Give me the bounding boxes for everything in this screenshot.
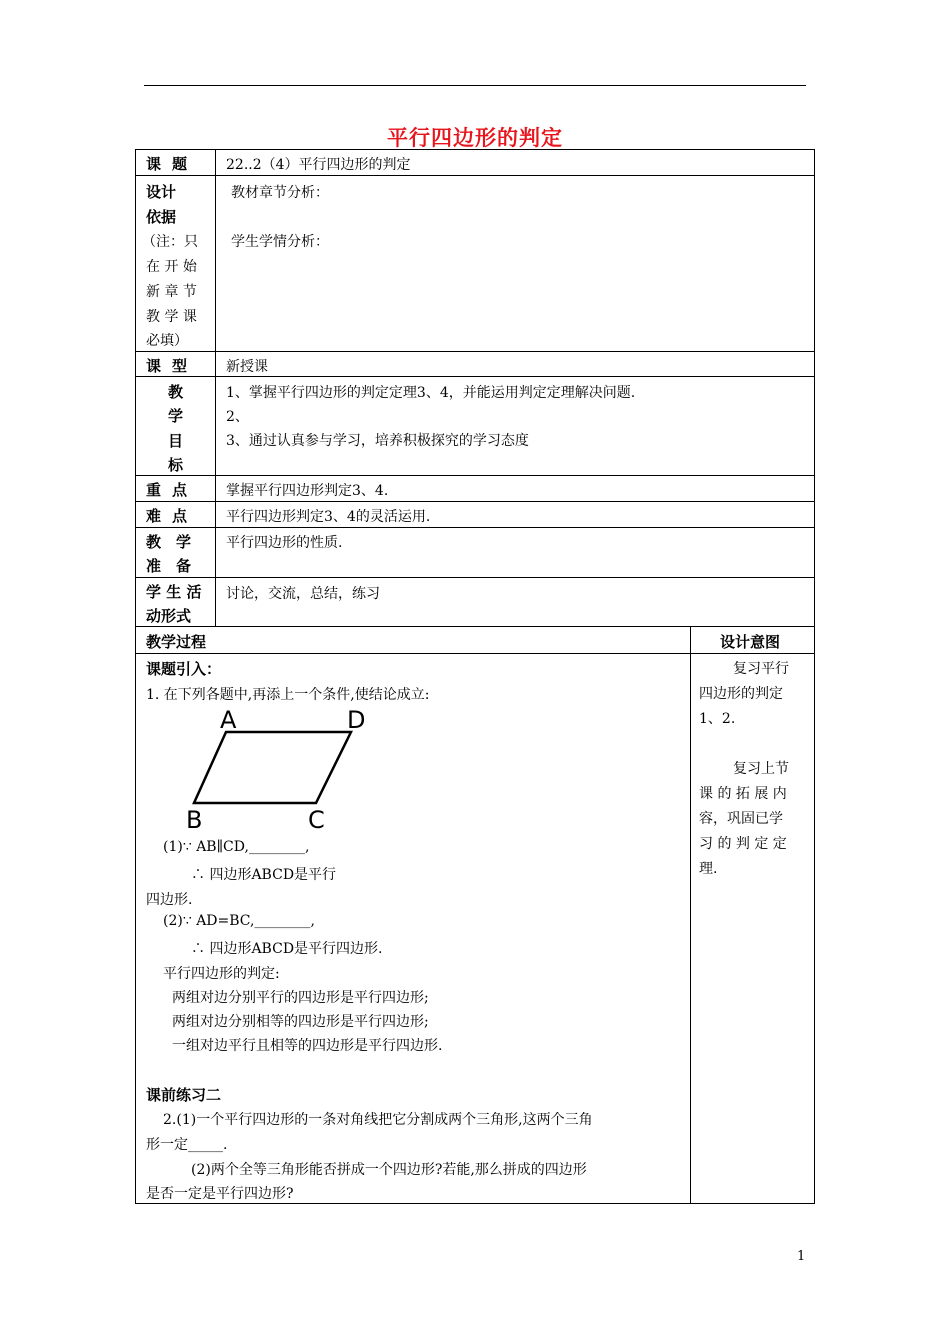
goals-label-4: 标 [168,456,184,474]
vertex-d: D [347,706,366,734]
case-1-conclusion: ∴ 四边形ABCD是平行 [191,867,337,883]
activity-label-2: 动形式 [146,607,192,625]
question-2-line2: 形一定_____. [146,1137,228,1153]
page-title: 平行四边形的判定 [387,126,563,150]
vertex-a: A [220,706,237,734]
case-2-conclusion: ∴ 四边形ABCD是平行四边形. [191,941,383,957]
row-basis [135,176,815,352]
intro-heading: 课题引入： [146,660,222,678]
goals-label-1: 教 [168,383,184,401]
basis-textbook: 教材章节分析： [231,185,329,201]
key-value: 掌握平行四边形判定3、4. [226,483,389,499]
basis-label-3: （注：只 [142,234,198,250]
difficulty-value: 平行四边形判定3、4的灵活运用. [226,509,431,525]
case-1-conclusion-cont: 四边形. [146,892,193,908]
goal-2: 2、 [226,409,249,425]
row-process-header [135,627,815,654]
goals-label-2: 学 [168,407,184,425]
parallelogram-shape [194,732,351,803]
difficulty-label-b: 点 [172,507,188,525]
activity-label-1: 学 生 活 [146,583,202,601]
prep-label-1: 教 学 [146,533,192,551]
row-key [135,476,815,502]
key-label-b: 点 [172,481,188,499]
basis-label-7: 必填） [146,333,188,349]
intent-2: 四边形的判定 [699,686,783,702]
case-1-given: (1)∵ AB∥CD,________, [163,839,310,855]
intent-header: 设计意图 [720,633,781,651]
intent-3: 1、2. [699,711,736,727]
row-difficulty [135,502,815,528]
judge-2: 两组对边分别相等的四边形是平行四边形; [172,1014,429,1030]
judge-3: 一组对边平行且相等的四边形是平行四边形. [172,1038,443,1054]
page-number: 1 [797,1249,806,1264]
process-header: 教学过程 [146,633,207,651]
type-label-b: 型 [172,357,188,375]
basis-label-4: 在 开 始 [146,259,197,275]
question-2-line4: 是否一定是平行四边形? [146,1186,294,1202]
intent-4: 复习上节 [733,761,789,777]
row-goals [135,377,815,476]
prep-label-2: 准 备 [146,557,192,575]
basis-student: 学生学情分析： [231,234,329,250]
row-topic [135,149,815,176]
topic-label-b: 题 [172,155,188,173]
row-process-body [135,654,815,1204]
basis-label-2: 依据 [146,208,177,226]
vertex-b: B [186,806,203,834]
basis-label-6: 教 学 课 [146,309,197,325]
key-label-a: 重 [146,481,162,499]
basis-label-1: 设计 [146,183,177,201]
topic-value: 22..2（4）平行四边形的判定 [226,157,411,173]
goals-label-3: 目 [168,432,184,450]
intent-8: 理. [699,861,718,877]
type-value: 新授课 [226,359,268,375]
question-2-line1: 2.(1)一个平行四边形的一条对角线把它分割成两个三角形,这两个三角 [163,1112,593,1128]
vertex-c: C [308,806,325,834]
row-type [135,352,815,377]
pre-exercise-heading: 课前练习二 [146,1086,222,1104]
row-prep [135,528,815,578]
prep-value: 平行四边形的性质. [226,535,343,551]
basis-label-5: 新 章 节 [146,284,197,300]
intent-6: 容，巩固已学 [699,811,783,827]
question-2-line3: (2)两个全等三角形能否拼成一个四边形?若能,那么拼成的四边形 [191,1162,587,1178]
type-label-a: 课 [146,357,162,375]
header-rule [144,85,806,86]
intent-7: 习 的 判 定 定 [699,836,787,852]
intent-5: 课 的 拓 展 内 [699,786,787,802]
difficulty-label-a: 难 [146,507,162,525]
goal-3: 3、通过认真参与学习，培养积极探究的学习态度 [226,433,529,449]
question-1: 1. 在下列各题中,再添上一个条件,使结论成立: [146,687,430,703]
case-2-given: (2)∵ AD=BC,________, [163,913,315,929]
judge-title: 平行四边形的判定: [163,966,280,982]
goal-1: 1、掌握平行四边形的判定定理3、4，并能运用判定定理解决问题. [226,385,636,401]
lesson-table [135,149,815,1204]
topic-label-a: 课 [146,155,162,173]
parallelogram-figure [181,709,421,834]
intent-1: 复习平行 [733,661,789,677]
row-activity [135,578,815,627]
activity-value: 讨论，交流，总结，练习 [226,586,380,602]
judge-1: 两组对边分别平行的四边形是平行四边形; [172,990,429,1006]
